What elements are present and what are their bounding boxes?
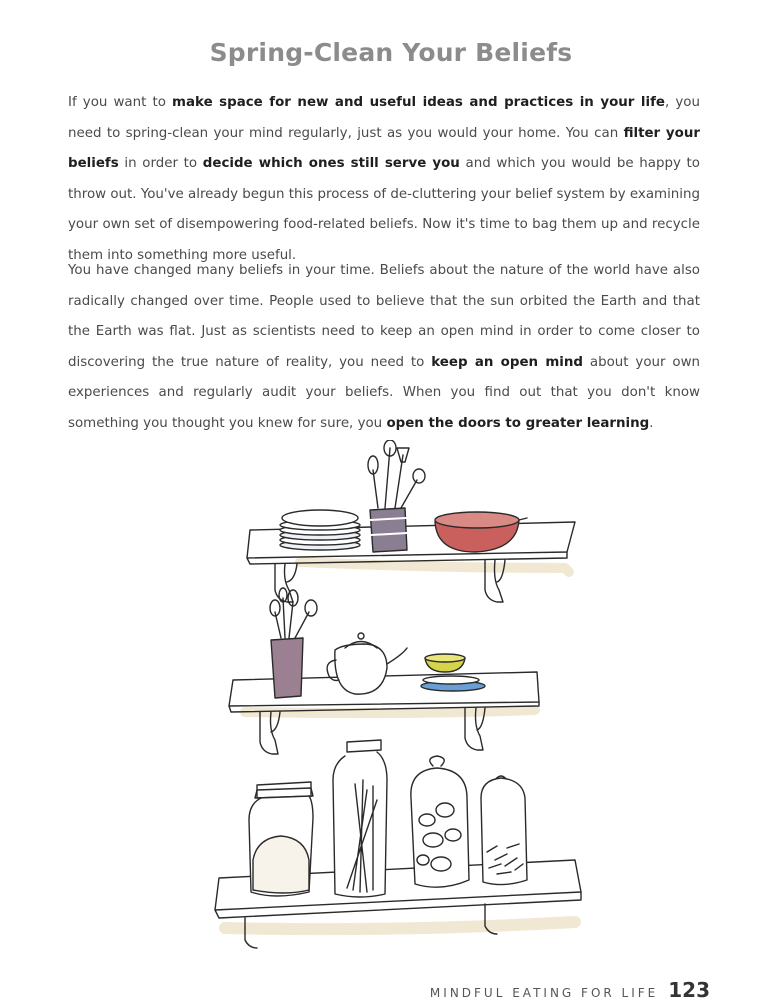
- page-footer: [430, 978, 710, 1000]
- p2-text-1: You have changed many beliefs in your time. Beliefs about the nature of the world have also radically changed over time. People used to believe that the sun orbited the Earth and that the Earth was flat. Just as scientists need to keep an open mind in order to come closer to discovering the true nature of reality, you need to: [68, 263, 700, 370]
- plate-stack: [280, 510, 360, 550]
- paragraph-1: [68, 88, 700, 272]
- page-title: Spring-Clean Your Beliefs: [209, 38, 573, 67]
- page-number: 123: [668, 978, 710, 1000]
- blue-plates: [421, 676, 485, 691]
- p2-text-3: .: [649, 415, 654, 431]
- p1-text-2: , you need to spring-clean your mind regularly, just as you would your home. You can: [68, 95, 700, 141]
- p1-bold-2: filter your beliefs: [68, 125, 700, 172]
- p2-bold-1: keep an open mind: [431, 354, 584, 370]
- penne-jar: [481, 776, 527, 885]
- p2-bold-2: open the doors to greater learning: [386, 415, 650, 431]
- storage-jar-bread: [249, 782, 313, 896]
- p1-text-3: in order to: [118, 156, 203, 172]
- kitchen-shelves-illustration: [205, 440, 595, 950]
- green-bowl: [425, 654, 465, 672]
- p1-text-1: If you want to: [68, 95, 173, 110]
- running-title: MINDFUL EATING FOR LIFE: [429, 986, 659, 1000]
- p1-bold-3: decide which ones still serve you: [202, 156, 460, 172]
- pasta-shell-jar: [411, 756, 469, 887]
- p1-text-4: and which you would be happy to throw out. You've already begun this process of de-cluttering your belief system by examining your own set of disempowering food-related beliefs. Now it's time to bag them up and recycle them into something more useful.: [68, 156, 700, 263]
- p1-bold-1: make space for new and useful ideas and practices in your life: [172, 95, 666, 110]
- paragraph-2: [68, 256, 700, 440]
- p2-text-2: about your own experiences and regularly audit your beliefs. When you find out that you don't know something you thought you knew for sure, you: [68, 354, 701, 431]
- spaghetti-jar: [333, 740, 387, 897]
